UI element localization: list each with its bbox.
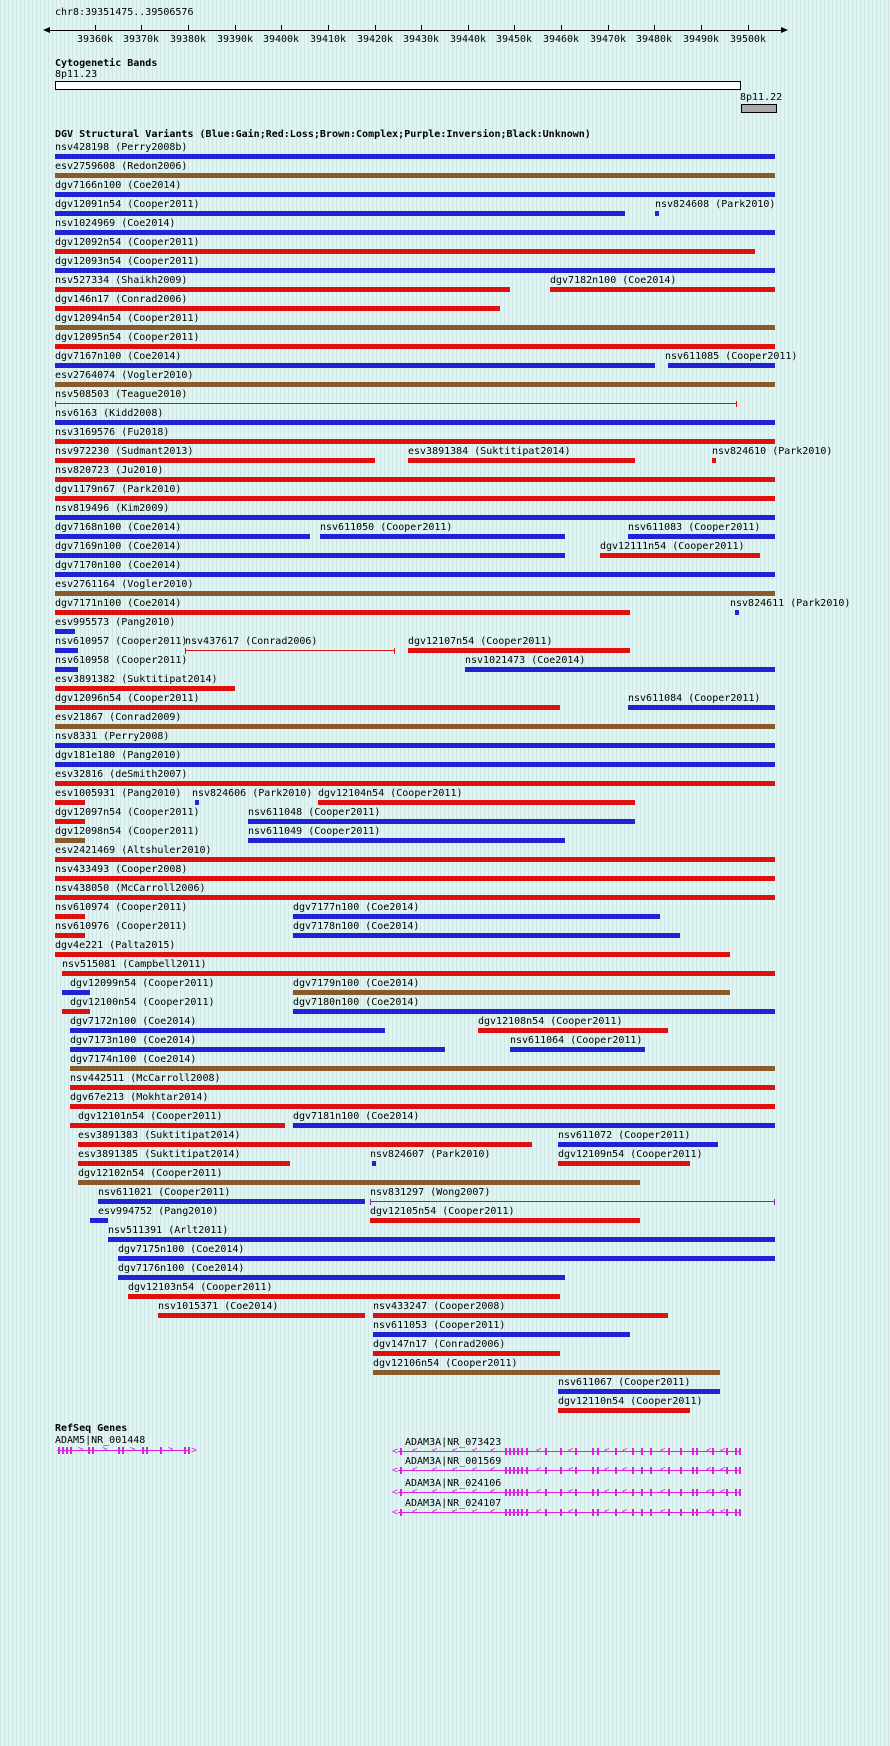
variant-label[interactable]: dgv12097n54 (Cooper2011) bbox=[55, 807, 200, 818]
variant-label[interactable]: esv2764074 (Vogler2010) bbox=[55, 370, 194, 381]
gene-exon-tick bbox=[632, 1509, 634, 1516]
gene-exon-tick bbox=[560, 1509, 562, 1516]
gene-label[interactable]: ADAM3A|NR_024106 bbox=[405, 1478, 502, 1489]
variant-label[interactable]: esv995573 (Pang2010) bbox=[55, 617, 176, 628]
gene-strand-chevron-icon: < bbox=[490, 1446, 496, 1456]
gene-exon-tick bbox=[513, 1448, 515, 1455]
gene-exon-tick bbox=[560, 1467, 562, 1474]
gene-strand-chevron-icon: < bbox=[568, 1487, 574, 1497]
variant-label[interactable]: nsv1024969 (Coe2014) bbox=[55, 218, 176, 229]
gene-strand-chevron-icon: < bbox=[604, 1465, 610, 1475]
variant-label[interactable]: dgv7166n100 (Coe2014) bbox=[55, 180, 182, 191]
gene-exon-tick bbox=[505, 1489, 507, 1496]
gene-exon-tick bbox=[597, 1489, 599, 1496]
gene-exon-tick bbox=[726, 1467, 728, 1474]
variant-label[interactable]: nsv1015371 (Coe2014) bbox=[158, 1301, 279, 1312]
gene-strand-chevron-icon: < bbox=[472, 1446, 478, 1456]
gene-exon-tick bbox=[668, 1509, 670, 1516]
gene-strand-chevron-icon: < bbox=[412, 1487, 418, 1497]
gene-exon-tick bbox=[526, 1448, 528, 1455]
variant-label[interactable]: esv2759608 (Redon2006) bbox=[55, 161, 188, 172]
gene-strand-chevron-icon: < bbox=[490, 1507, 496, 1517]
variant-label[interactable]: dgv12104n54 (Cooper2011) bbox=[318, 788, 463, 799]
variant-label[interactable]: nsv611067 (Cooper2011) bbox=[558, 1377, 691, 1388]
variant-label[interactable]: dgv12108n54 (Cooper2011) bbox=[478, 1016, 623, 1027]
variant-label[interactable]: nsv831297 (Wong2007) bbox=[370, 1187, 491, 1198]
gene-strand-arrow-icon: < bbox=[392, 1487, 399, 1498]
ruler-tick-label: 39380k bbox=[169, 34, 207, 45]
gene-exon-tick bbox=[735, 1509, 737, 1516]
gene-strand-chevron-icon: < bbox=[720, 1446, 726, 1456]
variant-label[interactable]: esv3891382 (Suktitipat2014) bbox=[55, 674, 218, 685]
gene-strand-chevron-icon: < bbox=[536, 1487, 542, 1497]
gene-strand-chevron-icon: < bbox=[568, 1446, 574, 1456]
variant-label[interactable]: dgv12103n54 (Cooper2011) bbox=[128, 1282, 273, 1293]
gene-exon-tick bbox=[400, 1467, 402, 1474]
gene-label[interactable]: ADAM5|NR_001448 bbox=[55, 1435, 146, 1446]
variant-label[interactable]: dgv7176n100 (Coe2014) bbox=[118, 1263, 245, 1274]
variant-label[interactable]: dgv12100n54 (Cooper2011) bbox=[70, 997, 215, 1008]
gene-exon-tick bbox=[58, 1447, 60, 1454]
gene-exon-tick bbox=[513, 1489, 515, 1496]
gene-exon-tick bbox=[400, 1509, 402, 1516]
variant-label[interactable]: esv3891383 (Suktitipat2014) bbox=[78, 1130, 241, 1141]
variant-label[interactable]: dgv7172n100 (Coe2014) bbox=[70, 1016, 197, 1027]
gene-strand-chevron-icon: < bbox=[622, 1465, 628, 1475]
variant-label[interactable]: nsv1021473 (Coe2014) bbox=[465, 655, 586, 666]
gene-exon-tick bbox=[517, 1509, 519, 1516]
variant-label[interactable]: nsv508503 (Teague2010) bbox=[55, 389, 188, 400]
gene-strand-chevron-icon: < bbox=[660, 1446, 666, 1456]
gene-exon-tick bbox=[696, 1448, 698, 1455]
variant-label[interactable]: dgv7178n100 (Coe2014) bbox=[293, 921, 420, 932]
variant-label[interactable]: nsv824606 (Park2010) bbox=[192, 788, 313, 799]
gene-exon-tick bbox=[505, 1448, 507, 1455]
variant-label[interactable]: dgv7171n100 (Coe2014) bbox=[55, 598, 182, 609]
variant-label[interactable]: nsv437617 (Conrad2006) bbox=[185, 636, 318, 647]
variant-label[interactable]: nsv611021 (Cooper2011) bbox=[98, 1187, 231, 1198]
gene-strand-chevron-icon: < bbox=[706, 1507, 712, 1517]
gene-exon-tick bbox=[88, 1447, 90, 1454]
gene-exon-tick bbox=[521, 1489, 523, 1496]
gene-strand-chevron-icon: < bbox=[472, 1507, 478, 1517]
gene-exon-tick bbox=[615, 1448, 617, 1455]
gene-exon-tick bbox=[735, 1489, 737, 1496]
gene-exon-tick bbox=[92, 1447, 94, 1454]
gene-exon-tick bbox=[509, 1489, 511, 1496]
variant-label[interactable]: nsv433493 (Cooper2008) bbox=[55, 864, 188, 875]
variant-label[interactable]: esv994752 (Pang2010) bbox=[98, 1206, 219, 1217]
gene-strand-chevron-icon: > bbox=[168, 1445, 174, 1455]
ruler-tick-label: 39430k bbox=[402, 34, 440, 45]
ruler-tick-label: 39370k bbox=[122, 34, 160, 45]
variant-label[interactable]: dgv12106n54 (Cooper2011) bbox=[373, 1358, 518, 1369]
gene-strand-chevron-icon: > bbox=[130, 1445, 136, 1455]
variant-label[interactable]: dgv12094n54 (Cooper2011) bbox=[55, 313, 200, 324]
ruler-tick-label: 39360k bbox=[76, 34, 114, 45]
variant-label[interactable]: dgv4e221 (Palta2015) bbox=[55, 940, 176, 951]
variant-label[interactable]: esv1005931 (Pang2010) bbox=[55, 788, 182, 799]
gene-exon-tick bbox=[739, 1489, 741, 1496]
gene-strand-chevron-icon: < bbox=[720, 1507, 726, 1517]
variant-label[interactable]: nsv610974 (Cooper2011) bbox=[55, 902, 188, 913]
gene-strand-chevron-icon: < bbox=[622, 1487, 628, 1497]
locus-label: chr8:39351475..39506576 bbox=[55, 7, 194, 18]
gene-strand-chevron-icon: < bbox=[706, 1465, 712, 1475]
ruler-tick-label: 39410k bbox=[309, 34, 347, 45]
gene-exon-tick bbox=[509, 1467, 511, 1474]
gene-exon-tick bbox=[513, 1467, 515, 1474]
gene-exon-tick bbox=[188, 1447, 190, 1454]
gene-strand-chevron-icon: < bbox=[472, 1487, 478, 1497]
variant-label[interactable]: nsv611085 (Cooper2011) bbox=[665, 351, 798, 362]
gene-exon-tick bbox=[513, 1509, 515, 1516]
variant-label[interactable]: nsv611083 (Cooper2011) bbox=[628, 522, 761, 533]
gene-exon-tick bbox=[680, 1448, 682, 1455]
gene-strand-chevron-icon: < bbox=[622, 1446, 628, 1456]
gene-exon-tick bbox=[735, 1448, 737, 1455]
gene-exon-tick bbox=[668, 1489, 670, 1496]
variant-label[interactable]: nsv3169576 (Fu2018) bbox=[55, 427, 170, 438]
variant-label[interactable]: nsv442511 (McCarroll2008) bbox=[70, 1073, 221, 1084]
gene-strand-chevron-icon: < bbox=[432, 1487, 438, 1497]
gene-exon-tick bbox=[650, 1467, 652, 1474]
variant-label[interactable]: nsv819496 (Kim2009) bbox=[55, 503, 170, 514]
gene-exon-tick bbox=[62, 1447, 64, 1454]
variant-label[interactable]: esv21867 (Conrad2009) bbox=[55, 712, 182, 723]
variant-label[interactable]: nsv511391 (Arlt2011) bbox=[108, 1225, 229, 1236]
gene-strand-chevron-icon: < bbox=[660, 1507, 666, 1517]
variant-label[interactable]: dgv7168n100 (Coe2014) bbox=[55, 522, 182, 533]
gene-exon-tick bbox=[575, 1448, 577, 1455]
gene-exon-tick bbox=[641, 1489, 643, 1496]
ruler-tick-label: 39460k bbox=[542, 34, 580, 45]
gene-exon-tick bbox=[650, 1448, 652, 1455]
variant-label[interactable]: dgv12109n54 (Cooper2011) bbox=[558, 1149, 703, 1160]
gene-exon-tick bbox=[726, 1448, 728, 1455]
ruler-tick-label: 39400k bbox=[262, 34, 300, 45]
gene-exon-tick bbox=[692, 1489, 694, 1496]
gene-exon-tick bbox=[597, 1509, 599, 1516]
variant-label[interactable]: dgv12098n54 (Cooper2011) bbox=[55, 826, 200, 837]
ruler-tick-label: 39440k bbox=[449, 34, 487, 45]
gene-strand-chevron-icon: < bbox=[568, 1465, 574, 1475]
variant-label[interactable]: dgv12092n54 (Cooper2011) bbox=[55, 237, 200, 248]
gene-exon-tick bbox=[680, 1467, 682, 1474]
gene-exon-tick bbox=[545, 1509, 547, 1516]
gene-strand-chevron-icon: < bbox=[604, 1487, 610, 1497]
gene-exon-tick bbox=[696, 1509, 698, 1516]
variant-label[interactable]: nsv611064 (Cooper2011) bbox=[510, 1035, 643, 1046]
gene-exon-tick bbox=[545, 1448, 547, 1455]
variant-label[interactable]: dgv12099n54 (Cooper2011) bbox=[70, 978, 215, 989]
gene-exon-tick bbox=[739, 1467, 741, 1474]
gene-exon-tick bbox=[692, 1509, 694, 1516]
variant-label[interactable]: nsv610958 (Cooper2011) bbox=[55, 655, 188, 666]
variant-label[interactable]: dgv7180n100 (Coe2014) bbox=[293, 997, 420, 1008]
variant-label[interactable]: dgv7169n100 (Coe2014) bbox=[55, 541, 182, 552]
gene-exon-tick bbox=[575, 1489, 577, 1496]
variant-label[interactable]: dgv12091n54 (Cooper2011) bbox=[55, 199, 200, 210]
gene-exon-tick bbox=[632, 1448, 634, 1455]
gene-label[interactable]: ADAM3A|NR_073423 bbox=[405, 1437, 502, 1448]
variant-label[interactable]: dgv7182n100 (Coe2014) bbox=[550, 275, 677, 286]
gene-strand-chevron-icon: < bbox=[432, 1465, 438, 1475]
gene-strand-chevron-icon: < bbox=[452, 1507, 458, 1517]
variant-label[interactable]: nsv611050 (Cooper2011) bbox=[320, 522, 453, 533]
gene-exon-tick bbox=[560, 1489, 562, 1496]
gene-strand-chevron-icon: < bbox=[472, 1465, 478, 1475]
gene-exon-tick bbox=[712, 1467, 714, 1474]
gene-strand-chevron-icon: < bbox=[706, 1487, 712, 1497]
variant-label[interactable]: nsv433247 (Cooper2008) bbox=[373, 1301, 506, 1312]
variant-label[interactable]: nsv611048 (Cooper2011) bbox=[248, 807, 381, 818]
variant-label[interactable]: dgv12105n54 (Cooper2011) bbox=[370, 1206, 515, 1217]
gene-exon-tick bbox=[70, 1447, 72, 1454]
gene-exon-tick bbox=[668, 1448, 670, 1455]
gene-exon-tick bbox=[517, 1467, 519, 1474]
cytoband-label: 8p11.23 bbox=[55, 69, 98, 80]
gene-exon-tick bbox=[160, 1447, 162, 1454]
gene-exon-tick bbox=[692, 1448, 694, 1455]
gene-strand-chevron-icon: < bbox=[660, 1465, 666, 1475]
gene-strand-chevron-icon: > bbox=[78, 1445, 84, 1455]
gene-label[interactable]: ADAM3A|NR_024107 bbox=[405, 1498, 502, 1509]
variant-label[interactable]: nsv527334 (Shaikh2009) bbox=[55, 275, 188, 286]
variant-label[interactable]: nsv824610 (Park2010) bbox=[712, 446, 833, 457]
gene-strand-chevron-icon: < bbox=[536, 1446, 542, 1456]
gene-exon-tick bbox=[680, 1489, 682, 1496]
variant-label[interactable]: nsv6163 (Kidd2008) bbox=[55, 408, 164, 419]
gene-strand-arrow-icon: < bbox=[392, 1465, 399, 1476]
variant-label[interactable]: dgv7170n100 (Coe2014) bbox=[55, 560, 182, 571]
gene-strand-chevron-icon: < bbox=[452, 1465, 458, 1475]
gene-exon-tick bbox=[692, 1467, 694, 1474]
gene-exon-tick bbox=[680, 1509, 682, 1516]
gene-exon-tick bbox=[400, 1448, 402, 1455]
variant-label[interactable]: nsv824611 (Park2010) bbox=[730, 598, 851, 609]
variant-label[interactable]: nsv438050 (McCarroll2006) bbox=[55, 883, 206, 894]
variant-label[interactable]: esv2761164 (Vogler2010) bbox=[55, 579, 194, 590]
gene-exon-tick bbox=[526, 1489, 528, 1496]
gene-exon-tick bbox=[575, 1509, 577, 1516]
gene-strand-arrow-icon: < bbox=[392, 1507, 399, 1518]
variant-label[interactable]: nsv611072 (Cooper2011) bbox=[558, 1130, 691, 1141]
gene-strand-chevron-icon: < bbox=[412, 1446, 418, 1456]
gene-exon-tick bbox=[615, 1489, 617, 1496]
gene-exon-tick bbox=[592, 1489, 594, 1496]
cytoband-heading: Cytogenetic Bands bbox=[55, 58, 158, 69]
gene-strand-chevron-icon: < bbox=[604, 1507, 610, 1517]
variant-label[interactable]: dgv7173n100 (Coe2014) bbox=[70, 1035, 197, 1046]
gene-exon-tick bbox=[505, 1509, 507, 1516]
gene-strand-chevron-icon: < bbox=[452, 1487, 458, 1497]
ruler-tick-label: 39500k bbox=[729, 34, 767, 45]
variant-label[interactable]: dgv12107n54 (Cooper2011) bbox=[408, 636, 553, 647]
variant-label[interactable]: nsv820723 (Ju2010) bbox=[55, 465, 164, 476]
gene-strand-chevron-icon: < bbox=[432, 1507, 438, 1517]
ruler-tick-label: 39450k bbox=[495, 34, 533, 45]
gene-strand-chevron-icon: < bbox=[660, 1487, 666, 1497]
gene-strand-chevron-icon: < bbox=[536, 1507, 542, 1517]
gene-strand-chevron-icon: < bbox=[604, 1446, 610, 1456]
gene-exon-tick bbox=[712, 1509, 714, 1516]
variant-label[interactable]: nsv428198 (Perry2008b) bbox=[55, 142, 188, 153]
ruler-tick-label: 39490k bbox=[682, 34, 720, 45]
variant-label[interactable]: dgv146n17 (Conrad2006) bbox=[55, 294, 188, 305]
gene-exon-tick bbox=[545, 1489, 547, 1496]
variant-label[interactable]: esv2421469 (Altshuler2010) bbox=[55, 845, 212, 856]
gene-exon-tick bbox=[726, 1489, 728, 1496]
gene-exon-tick bbox=[509, 1448, 511, 1455]
gene-exon-tick bbox=[641, 1467, 643, 1474]
gene-exon-tick bbox=[545, 1467, 547, 1474]
variant-label[interactable]: dgv7177n100 (Coe2014) bbox=[293, 902, 420, 913]
gene-exon-tick bbox=[560, 1448, 562, 1455]
gene-strand-chevron-icon: < bbox=[490, 1465, 496, 1475]
gene-strand-chevron-icon: < bbox=[452, 1446, 458, 1456]
variant-label[interactable]: esv3891384 (Suktitipat2014) bbox=[408, 446, 571, 457]
gene-exon-tick bbox=[632, 1467, 634, 1474]
gene-exon-tick bbox=[641, 1448, 643, 1455]
gene-label[interactable]: ADAM3A|NR_001569 bbox=[405, 1456, 502, 1467]
variant-label[interactable]: nsv824607 (Park2010) bbox=[370, 1149, 491, 1160]
gene-strand-chevron-icon: < bbox=[720, 1487, 726, 1497]
gene-strand-chevron-icon: < bbox=[536, 1465, 542, 1475]
gene-exon-tick bbox=[146, 1447, 148, 1454]
dgv-heading: DGV Structural Variants (Blue:Gain;Red:Loss;Brown:Complex;Purple:Inversion;Black:Unknown) bbox=[55, 129, 591, 140]
variant-label[interactable]: nsv611053 (Cooper2011) bbox=[373, 1320, 506, 1331]
gene-strand-chevron-icon: < bbox=[568, 1507, 574, 1517]
gene-exon-tick bbox=[526, 1467, 528, 1474]
variant-label[interactable]: nsv972230 (Sudmant2013) bbox=[55, 446, 194, 457]
variant-label[interactable]: nsv515081 (Campbell2011) bbox=[62, 959, 207, 970]
gene-exon-tick bbox=[632, 1489, 634, 1496]
gene-strand-arrow-icon: > bbox=[191, 1445, 198, 1456]
variant-label[interactable]: dgv12096n54 (Cooper2011) bbox=[55, 693, 200, 704]
gene-strand-arrow-icon: < bbox=[392, 1446, 399, 1457]
gene-exon-tick bbox=[735, 1467, 737, 1474]
gene-strand-chevron-icon: < bbox=[490, 1487, 496, 1497]
variant-label[interactable]: nsv610957 (Cooper2011) bbox=[55, 636, 188, 647]
gene-strand-chevron-icon: < bbox=[412, 1507, 418, 1517]
ruler-tick-label: 39390k bbox=[216, 34, 254, 45]
gene-exon-tick bbox=[521, 1467, 523, 1474]
gene-exon-tick bbox=[650, 1509, 652, 1516]
variant-label[interactable]: dgv7179n100 (Coe2014) bbox=[293, 978, 420, 989]
variant-label[interactable]: dgv12111n54 (Cooper2011) bbox=[600, 541, 745, 552]
ruler-tick-label: 39420k bbox=[356, 34, 394, 45]
gene-strand-chevron-icon: < bbox=[432, 1446, 438, 1456]
variant-label[interactable]: nsv824608 (Park2010) bbox=[655, 199, 776, 210]
gene-exon-tick bbox=[505, 1467, 507, 1474]
refseq-heading: RefSeq Genes bbox=[55, 1423, 128, 1434]
gene-exon-tick bbox=[641, 1509, 643, 1516]
variant-label[interactable]: nsv611049 (Cooper2011) bbox=[248, 826, 381, 837]
variant-label[interactable]: dgv7167n100 (Coe2014) bbox=[55, 351, 182, 362]
gene-exon-tick bbox=[739, 1448, 741, 1455]
variant-label[interactable]: nsv610976 (Cooper2011) bbox=[55, 921, 188, 932]
gene-exon-tick bbox=[509, 1509, 511, 1516]
gene-exon-tick bbox=[696, 1467, 698, 1474]
gene-exon-tick bbox=[517, 1448, 519, 1455]
gene-exon-tick bbox=[712, 1448, 714, 1455]
gene-exon-tick bbox=[122, 1447, 124, 1454]
gene-strand-chevron-icon: < bbox=[720, 1465, 726, 1475]
variant-label[interactable]: dgv7174n100 (Coe2014) bbox=[70, 1054, 197, 1065]
ruler-tick-label: 39480k bbox=[635, 34, 673, 45]
variant-label[interactable]: dgv67e213 (Mokhtar2014) bbox=[70, 1092, 209, 1103]
gene-exon-tick bbox=[521, 1509, 523, 1516]
gene-exon-tick bbox=[739, 1509, 741, 1516]
variant-label[interactable]: dgv12110n54 (Cooper2011) bbox=[558, 1396, 703, 1407]
gene-exon-tick bbox=[400, 1489, 402, 1496]
gene-strand-chevron-icon: < bbox=[706, 1446, 712, 1456]
gene-exon-tick bbox=[615, 1509, 617, 1516]
variant-label[interactable]: nsv611084 (Cooper2011) bbox=[628, 693, 761, 704]
gene-exon-tick bbox=[592, 1467, 594, 1474]
variant-label[interactable]: dgv12101n54 (Cooper2011) bbox=[78, 1111, 223, 1122]
gene-strand-chevron-icon: < bbox=[622, 1507, 628, 1517]
gene-exon-tick bbox=[575, 1467, 577, 1474]
gene-exon-tick bbox=[615, 1467, 617, 1474]
variant-label[interactable]: dgv1179n67 (Park2010) bbox=[55, 484, 182, 495]
gene-exon-tick bbox=[726, 1509, 728, 1516]
variant-label[interactable]: dgv147n17 (Conrad2006) bbox=[373, 1339, 506, 1350]
cytoband-label: 8p11.22 bbox=[740, 92, 783, 103]
variant-label[interactable]: esv32816 (deSmith2007) bbox=[55, 769, 188, 780]
variant-label[interactable]: dgv7181n100 (Coe2014) bbox=[293, 1111, 420, 1122]
variant-label[interactable]: nsv8331 (Perry2008) bbox=[55, 731, 170, 742]
gene-exon-tick bbox=[526, 1509, 528, 1516]
gene-exon-tick bbox=[184, 1447, 186, 1454]
variant-label[interactable]: dgv7175n100 (Coe2014) bbox=[118, 1244, 245, 1255]
gene-exon-tick bbox=[696, 1489, 698, 1496]
variant-label[interactable]: dgv12102n54 (Cooper2011) bbox=[78, 1168, 223, 1179]
gene-strand-chevron-icon: < bbox=[412, 1465, 418, 1475]
variant-label[interactable]: dgv12093n54 (Cooper2011) bbox=[55, 256, 200, 267]
gene-exon-tick bbox=[118, 1447, 120, 1454]
variant-label[interactable]: dgv181e180 (Pang2010) bbox=[55, 750, 182, 761]
gene-exon-tick bbox=[142, 1447, 144, 1454]
gene-exon-tick bbox=[521, 1448, 523, 1455]
gene-exon-tick bbox=[668, 1467, 670, 1474]
gene-exon-tick bbox=[597, 1448, 599, 1455]
variant-label[interactable]: dgv12095n54 (Cooper2011) bbox=[55, 332, 200, 343]
gene-exon-tick bbox=[597, 1467, 599, 1474]
variant-label[interactable]: esv3891385 (Suktitipat2014) bbox=[78, 1149, 241, 1160]
gene-exon-tick bbox=[650, 1489, 652, 1496]
gene-exon-tick bbox=[712, 1489, 714, 1496]
gene-exon-tick bbox=[66, 1447, 68, 1454]
gene-exon-tick bbox=[517, 1489, 519, 1496]
ruler-tick-label: 39470k bbox=[589, 34, 627, 45]
gene-strand-chevron-icon: > bbox=[102, 1445, 108, 1455]
gene-exon-tick bbox=[592, 1509, 594, 1516]
gene-exon-tick bbox=[592, 1448, 594, 1455]
